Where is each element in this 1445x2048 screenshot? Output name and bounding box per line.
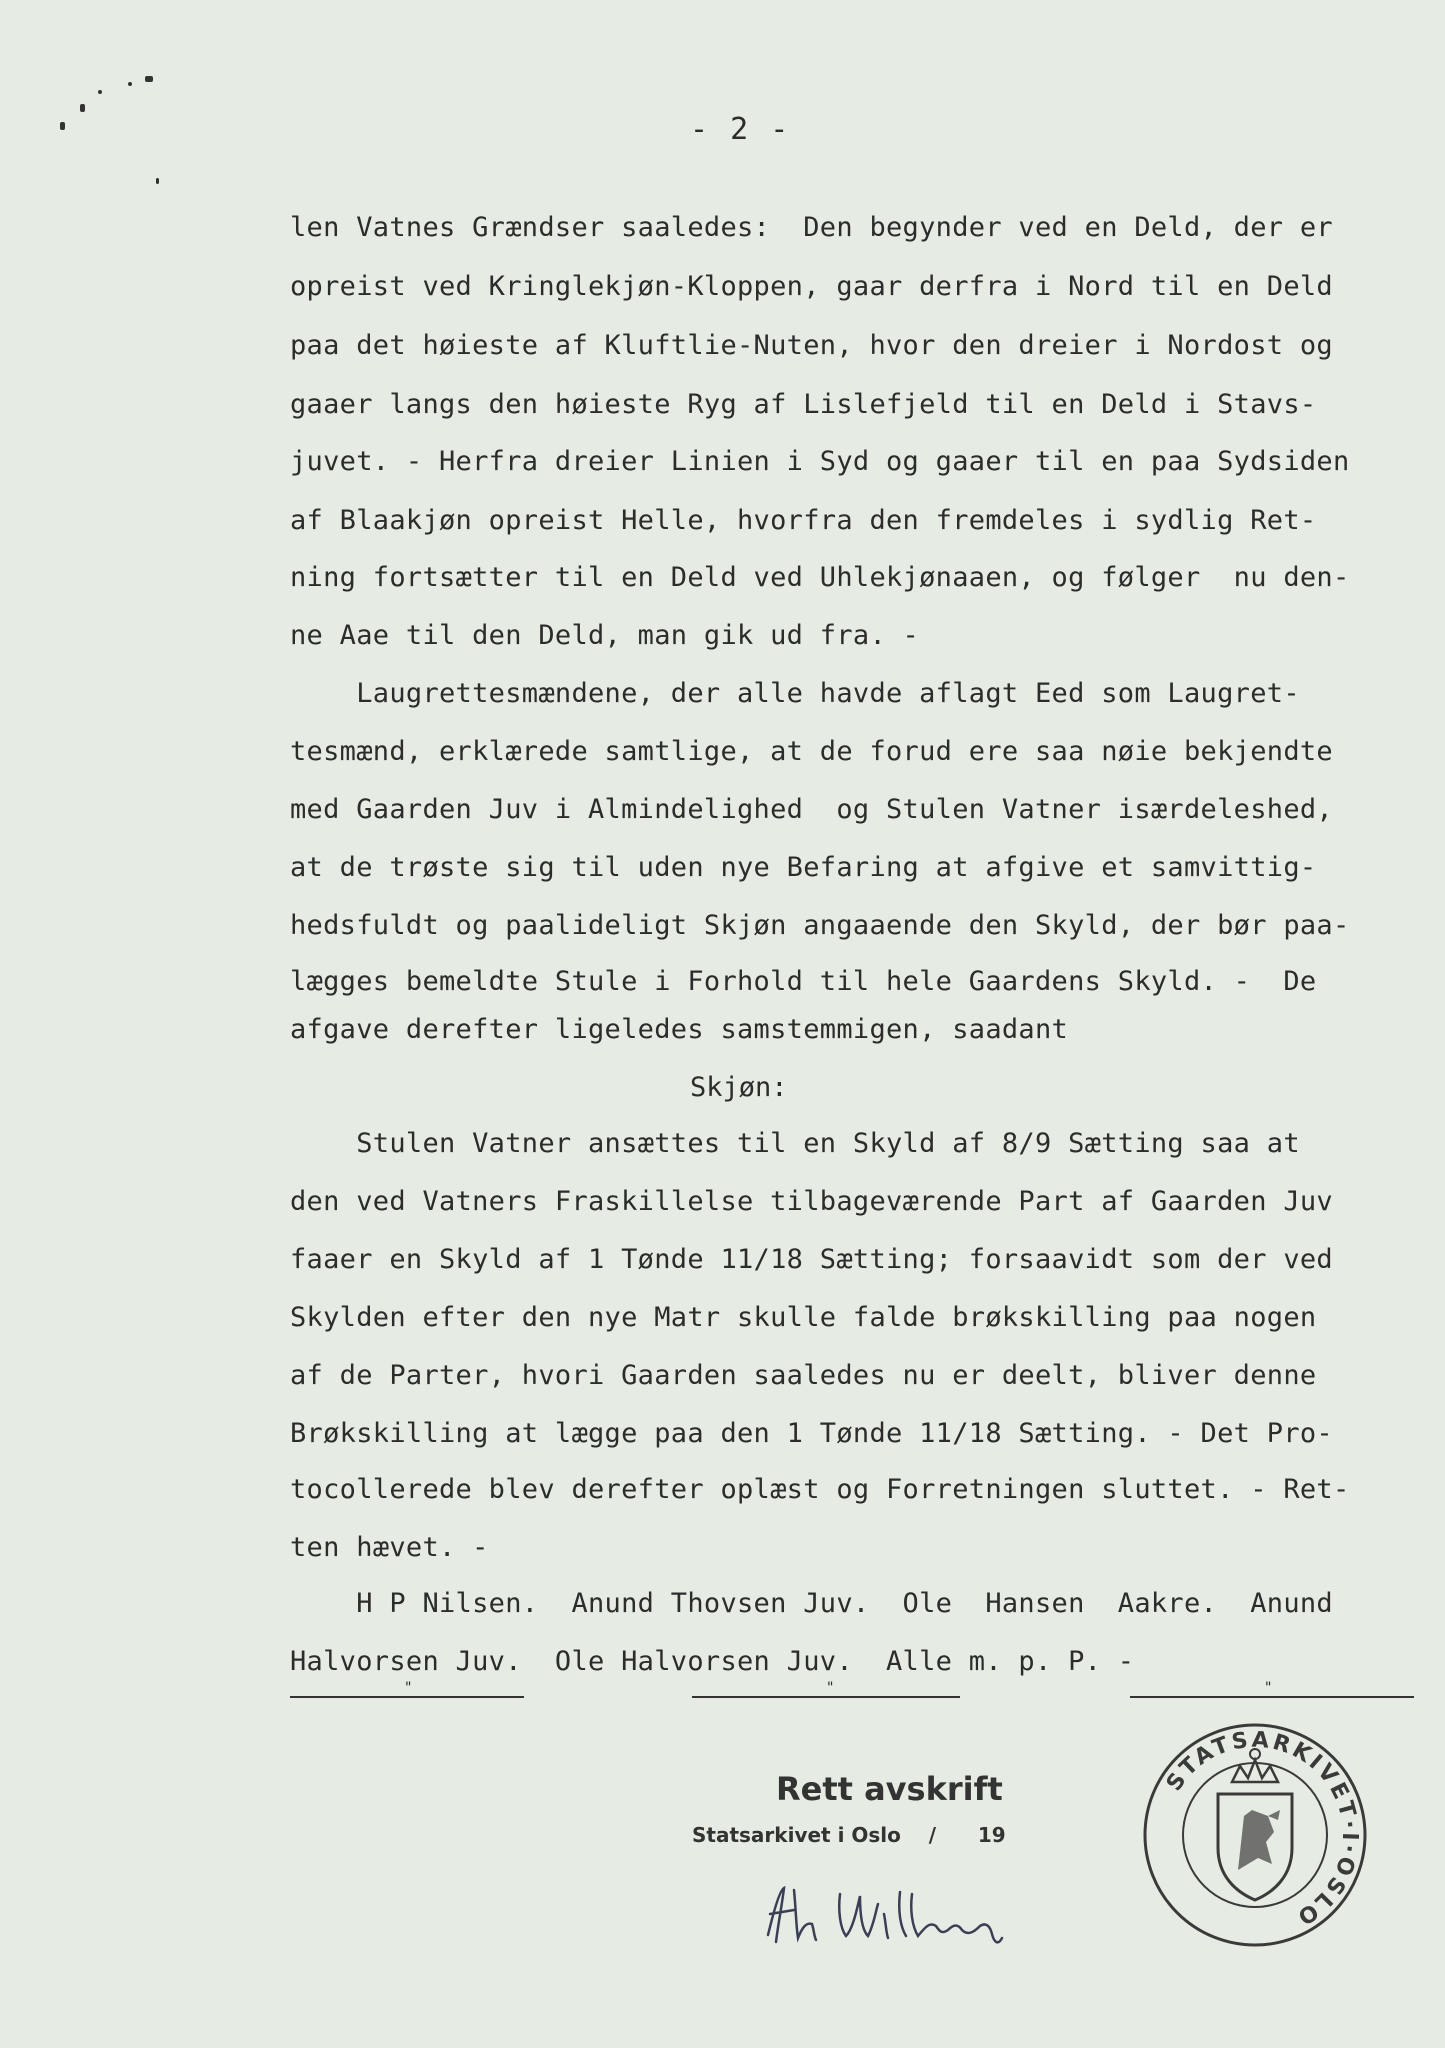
- text-line: ne Aae til den Deld, man gik ud fra. -: [290, 620, 920, 651]
- ditto-mark: ": [1264, 1680, 1273, 1696]
- text-line: med Gaarden Juv i Almindelighed og Stulen Vatner isærdeleshed,: [290, 794, 1333, 825]
- text-line: juvet. - Herfra dreier Linien i Syd og gaaer til en paa Sydsiden: [290, 446, 1350, 477]
- text-line: af de Parter, hvori Gaarden saaledes nu er deelt, bliver denne: [290, 1360, 1317, 1391]
- text-line: gaaer langs den høieste Ryg af Lislefjeld til en Deld i Stavs-: [290, 389, 1317, 420]
- ditto-mark: ": [826, 1680, 835, 1696]
- text-line: Skylden efter den nye Matr skulle falde brøkskilling paa nogen: [290, 1302, 1317, 1333]
- text-line: faaer en Skyld af 1 Tønde 11/18 Sætting; forsaavidt som der ved: [290, 1244, 1333, 1275]
- stamp-subtitle: Statsarkivet i Oslo / 19: [692, 1823, 1006, 1847]
- signature-rule: [692, 1696, 960, 1698]
- seal-text: STATSARKIVET·I·OSLO: [1161, 1727, 1363, 1931]
- signature: [760, 1880, 1030, 1950]
- text-line: tesmænd, erklærede samtlige, at de forud ere saa nøie bekjendte: [290, 736, 1333, 767]
- text-line: tocollerede blev derefter oplæst og Forretningen sluttet. - Ret-: [290, 1474, 1350, 1505]
- text-line: Laugrettesmændene, der alle havde aflagt Eed som Laugret-: [290, 678, 1300, 709]
- signature-rule: [1130, 1696, 1414, 1698]
- text-line: len Vatnes Grændser saaledes: Den begynder ved en Deld, der er: [290, 212, 1333, 243]
- text-line: opreist ved Kringlekjøn-Kloppen, gaar derfra i Nord til en Deld: [290, 271, 1333, 302]
- text-line: ning fortsætter til en Deld ved Uhlekjønaaen, og følger nu den-: [290, 562, 1350, 593]
- text-line: Halvorsen Juv. Ole Halvorsen Juv. Alle m. p. P. -: [290, 1646, 1135, 1677]
- page-number: - 2 -: [690, 112, 791, 147]
- text-line: Stulen Vatner ansættes til en Skyld af 8/9 Sætting saa at: [290, 1128, 1300, 1159]
- text-line: ten hævet. -: [290, 1532, 489, 1563]
- text-line: Brøkskilling at lægge paa den 1 Tønde 11/18 Sætting. - Det Pro-: [290, 1418, 1333, 1449]
- text-line: lægges bemeldte Stule i Forhold til hele Gaardens Skyld. - De: [290, 966, 1317, 997]
- signature-rule: [290, 1696, 524, 1698]
- section-heading: Skjøn:: [690, 1072, 788, 1103]
- text-line: at de trøste sig til uden nye Befaring at afgive et samvittig-: [290, 852, 1317, 883]
- ditto-mark: ": [404, 1680, 413, 1696]
- archive-seal: [1140, 1720, 1370, 1950]
- text-line: paa det høieste af Kluftlie-Nuten, hvor den dreier i Nordost og: [290, 330, 1333, 361]
- text-line: den ved Vatners Fraskillelse tilbageværende Part af Gaarden Juv: [290, 1186, 1333, 1217]
- text-line: af Blaakjøn opreist Helle, hvorfra den fremdeles i sydlig Ret-: [290, 505, 1317, 536]
- stamp-title: Rett avskrift: [776, 1770, 1003, 1808]
- text-line: hedsfuldt og paalideligt Skjøn angaaende den Skyld, der bør paa-: [290, 910, 1350, 941]
- text-line: afgave derefter ligeledes samstemmigen, saadant: [290, 1014, 1069, 1045]
- text-line: H P Nilsen. Anund Thovsen Juv. Ole Hansen Aakre. Anund: [290, 1588, 1333, 1619]
